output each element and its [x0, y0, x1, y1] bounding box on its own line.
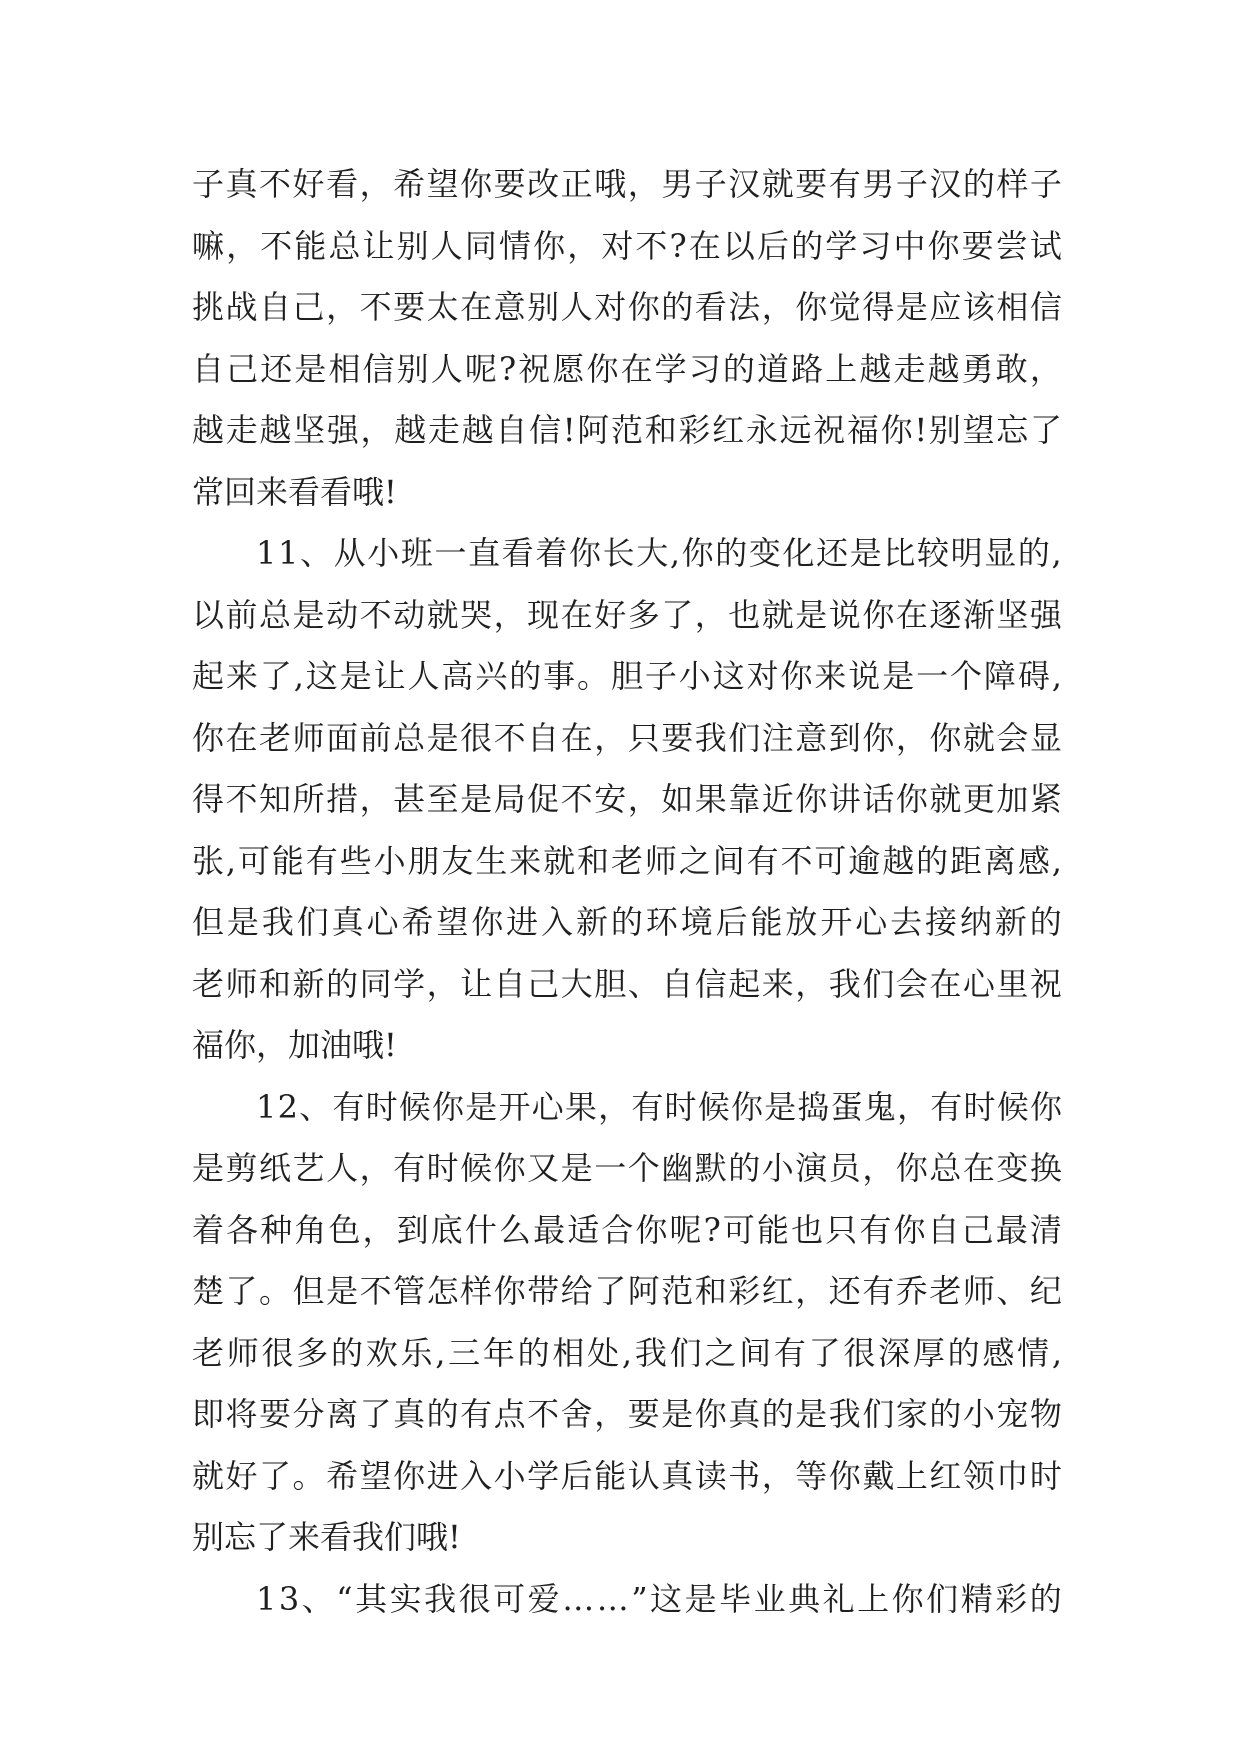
text-line: 你 在 老 师 面 前 总 是 很 不 自 在 ， 只 要 我 们 注 意 到 你 ， 你 就 会 显: [192, 718, 1062, 757]
text-line: 越 走 越 坚 强 ， 越 走 越 自 信 ! 阿 范 和 彩 红 永 远 祝 福 你 ! 别 望 忘 了: [192, 411, 1062, 449]
text-line: 常回来看看哦!: [192, 472, 397, 511]
text-line: 即 将 要 分 离 了 真 的 有 点 不 舍 ， 要 是 你 真 的 是 我 们 家 的 小 宠 物: [192, 1395, 1062, 1433]
text-line: 子 真 不 好 看 ， 希 望 你 要 改 正 哦 ， 男 子 汉 就 要 有 男 子 汉 的 样 子: [192, 165, 1062, 203]
text-line: 以 前 总 是 动 不 动 就 哭 ， 现 在 好 多 了 ， 也 就 是 说 你 在 逐 渐 坚 强: [192, 595, 1062, 634]
text-line: 1 3 、 “ 其 实 我 很 可 爱 … … ” 这 是 毕 业 典 礼 上 你 们 精 彩 的: [256, 1579, 1062, 1618]
text-line: 1 1 、 从 小 班 一 直 看 着 你 长 大 , 你 的 变 化 还 是 比 较 明 显 的 ,: [256, 534, 1062, 572]
text-line: 着 各 种 角 色 ， 到 底 什 么 最 适 合 你 呢 ? 可 能 也 只 有 你 自 己 最 清: [192, 1210, 1062, 1249]
text-line: 1 2 、 有 时 候 你 是 开 心 果 ， 有 时 候 你 是 捣 蛋 鬼 ， 有 时 候 你: [256, 1087, 1062, 1126]
body-text: [192, 154, 1062, 1630]
text-line: 老 师 和 新 的 同 学 ， 让 自 己 大 胆 、 自 信 起 来 ， 我 们 会 在 心 里 祝: [192, 964, 1062, 1003]
text-line: 是 剪 纸 艺 人 ， 有 时 候 你 又 是 一 个 幽 默 的 小 演 员 ， 你 总 在 变 换: [192, 1149, 1062, 1187]
text-line: 福你，加油哦!: [192, 1026, 397, 1064]
text-line: 楚 了 。 但 是 不 管 怎 样 你 带 给 了 阿 范 和 彩 红 ， 还 有 乔 老 师 、 纪: [192, 1272, 1062, 1310]
text-line: 就 好 了 。 希 望 你 进 入 小 学 后 能 认 真 读 书 ， 等 你 戴 上 红 领 巾 时: [192, 1456, 1062, 1495]
text-line: 得 不 知 所 措 ， 甚 至 是 局 促 不 安 ， 如 果 靠 近 你 讲 话 你 就 更 加 紧: [192, 780, 1062, 818]
text-line: 老 师 很 多 的 欢 乐 , 三 年 的 相 处 , 我 们 之 间 有 了 很 深 厚 的 感 情 ,: [192, 1333, 1062, 1372]
text-line: 起 来 了 , 这 是 让 人 高 兴 的 事 。 胆 子 小 这 对 你 来 说 是 一 个 障 碍 ,: [192, 657, 1062, 695]
text-line: 嘛 ， 不 能 总 让 别 人 同 情 你 ， 对 不 ? 在 以 后 的 学 习 中 你 要 尝 试: [192, 226, 1062, 265]
text-line: 张 , 可 能 有 些 小 朋 友 生 来 就 和 老 师 之 间 有 不 可 逾 越 的 距 离 感 ,: [192, 841, 1062, 880]
text-line: 别忘了来看我们哦!: [192, 1518, 461, 1556]
text-line: 挑 战 自 己 ， 不 要 太 在 意 别 人 对 你 的 看 法 ， 你 觉 得 是 应 该 相 信: [192, 288, 1062, 326]
text-line: 但 是 我 们 真 心 希 望 你 进 入 新 的 环 境 后 能 放 开 心 去 接 纳 新 的: [192, 903, 1062, 941]
text-line: 自 己 还 是 相 信 别 人 呢 ? 祝 愿 你 在 学 习 的 道 路 上 越 走 越 勇 敢 ，: [192, 349, 1062, 388]
